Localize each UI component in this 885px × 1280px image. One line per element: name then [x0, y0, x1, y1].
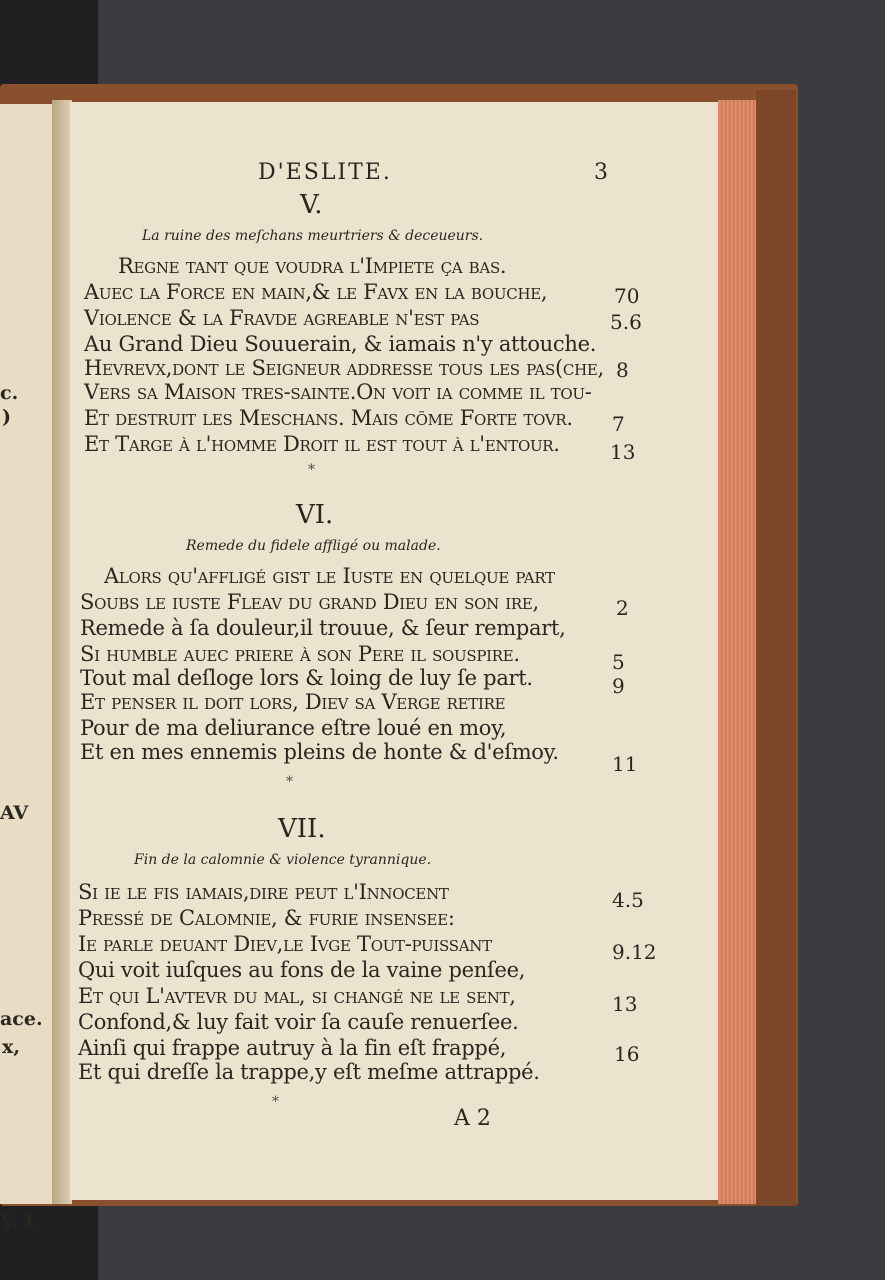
running-header: D'ESLITE. [258, 160, 392, 185]
section-number: VII. [278, 814, 326, 844]
verse-line: Alors qu'affligé giſt le Iuſte en quelque part [104, 564, 555, 588]
previous-page-fragment: V. L [0, 1210, 39, 1232]
verse-line: Si ie le fis iamais,dire peut l'Innocent [78, 880, 449, 904]
verse-line: Remede à ſa douleur,il trouue, & ſeur rempart, [80, 616, 566, 640]
verse-reference: 9 [612, 674, 625, 698]
verse-line: Hevrevx,dont le Seigneur addreſſe tous les pas(che, [84, 356, 604, 380]
verse-line: Si humble auec priere à ſon Pere il ſouſpire. [80, 642, 520, 666]
verse-reference: 5.6 [610, 310, 642, 334]
verse-line: Et en mes ennemis pleins de honte & d'eſmoy. [80, 740, 559, 764]
verse-line: Et deſtruit les Meschans. Mais cõme Forte tovr. [84, 406, 573, 430]
verse-reference: 13 [612, 992, 638, 1016]
verse-reference: 70 [614, 284, 640, 308]
previous-page-fragment: x, [2, 1036, 20, 1058]
previous-page-fragment: AV [0, 802, 29, 824]
verse-line: Regne tant que voudra l'Impiete ça bas. [118, 254, 507, 278]
verse-line: Et qui dreſſe la trappe,y eſt meſme attrappé. [78, 1060, 540, 1084]
section-ornament: * [286, 774, 293, 790]
section-argument: La ruine des meſchans meurtriers & deceueurs. [142, 228, 484, 244]
verse-line: Confond,& luy fait voir ſa cauſe renuerſee. [78, 1010, 519, 1034]
signature-mark: A 2 [454, 1106, 491, 1131]
verse-line: Qui voit iuſques au fons de la vaine penſee, [78, 958, 526, 982]
verse-reference: 2 [616, 596, 629, 620]
verse-line: Ainſi qui frappe autruy à la fin eſt frappé, [78, 1036, 507, 1060]
verse-line: Pour de ma deliurance eſtre loué en moy, [80, 716, 507, 740]
verse-line: Et Targe à l'homme Droit il eſt tout à l'entour. [84, 432, 560, 456]
verse-reference: 8 [616, 358, 629, 382]
board-edge [756, 90, 796, 1206]
verse-line: Tout mal deſloge lors & loing de luy ſe part. [80, 666, 533, 690]
verse-line: Ie parle deuant Diev,le Ivge Tout-puiſſant [78, 932, 492, 956]
section-ornament: * [272, 1094, 279, 1110]
gutter [52, 100, 72, 1204]
verse-line: Soubs le iuſte Fleav du grand Dieu en ſon ire, [80, 590, 539, 614]
verse-reference: 16 [614, 1042, 640, 1066]
verse-reference: 9.12 [612, 940, 657, 964]
verse-line: Preſſé de Calomnie, & furie inſenſee: [78, 906, 455, 930]
verse-line: Violence & la Fravde agreable n'eſt pas [84, 306, 480, 330]
previous-page [0, 104, 54, 1232]
page-fore-edge [718, 100, 756, 1204]
verse-line: Auec la Force en main,& le Favx en la bouche, [84, 280, 548, 304]
verse-reference: 13 [610, 440, 636, 464]
section-ornament: * [308, 462, 315, 478]
verse-line: Vers ſa Maison tres-ſainte.On voit ia comme il tou- [84, 380, 592, 404]
verse-reference: 5 [612, 650, 625, 674]
previous-page-fragment: ) [2, 406, 11, 428]
previous-page-fragment: ace. [0, 1008, 43, 1030]
section-argument: Remede du fidele affligé ou malade. [186, 538, 441, 554]
verse-line: Et qui L'avtevr du mal, ſi changé ne le ſent, [78, 984, 516, 1008]
verse-reference: 4.5 [612, 888, 644, 912]
verse-line: Au Grand Dieu Souuerain, & iamais n'y attouche. [84, 332, 597, 356]
section-number: VI. [296, 500, 334, 530]
section-argument: Fin de la calomnie & violence tyrannique. [134, 852, 432, 868]
verse-reference: 7 [612, 412, 625, 436]
verse-line: Et penſer il doit lors, Diev ſa Verge retire [80, 690, 506, 714]
section-number: V. [300, 190, 323, 220]
page-number: 3 [594, 160, 608, 185]
verse-reference: 11 [612, 752, 638, 776]
previous-page-fragment: c. [0, 382, 19, 404]
